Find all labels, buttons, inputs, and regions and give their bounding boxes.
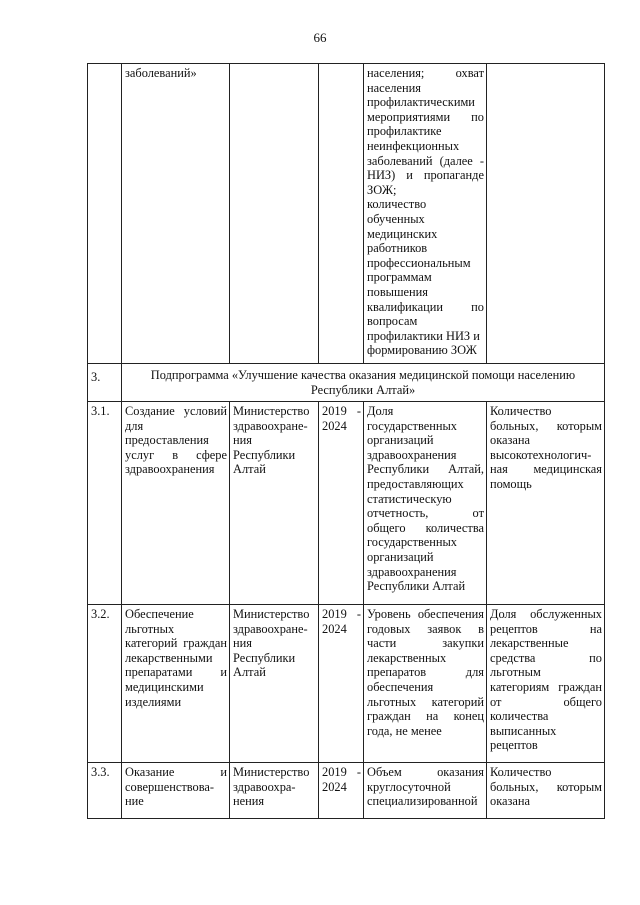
indicator-line: программам [367, 270, 432, 285]
indicator-line: количество [367, 197, 427, 212]
cell-result: Количество больных, которым оказана [487, 763, 605, 819]
cell-number: 3.3. [88, 763, 122, 819]
cell-event-name: Оказание и совершенствова-ние [122, 763, 230, 819]
indicator-line: медицинских [367, 226, 438, 241]
table-row [88, 64, 605, 364]
cell-indicator: Уровень обеспечения годовых заявок в части закупки лекарственных препаратов для обеспечения льготных категорий граждан на конец года, не менее [364, 605, 487, 763]
cell-event-name: Создание условий для предоставления услуг в сфере здравоохранения [122, 402, 230, 605]
indicator-line: профилактическими [367, 95, 475, 110]
cell-number: 3.1. [88, 402, 122, 605]
indicator-line: НИЗ) и пропаганде [367, 168, 484, 183]
indicator-line: квалификации по [367, 299, 484, 314]
cell-indicator: Объем оказания круглосуточной специализированной [364, 763, 487, 819]
table-row [88, 605, 605, 763]
indicator-line: населения; охват [367, 66, 484, 80]
subprogram-row [88, 364, 605, 402]
indicator-line: повышения [367, 284, 429, 299]
subprogram-title: Подпрограмма «Улучшение качества оказания медицинской помощи населению Республики Алтай» [122, 364, 605, 402]
indicator-line: обученных [367, 211, 425, 226]
cell-result: Количество больных, которым оказана высокотехнологич-ная медицинская помощь [487, 402, 605, 605]
indicator-line: профилактике [367, 124, 442, 139]
indicator-line: ЗОЖ; [367, 182, 397, 197]
cell-number: 3.2. [88, 605, 122, 763]
cell-event-name: Обеспечение льготных категорий граждан лекарственными препаратами и медицинскими изделиями [122, 605, 230, 763]
cell-years: 2019 - 2024 [319, 763, 364, 819]
indicator-line: работников [367, 241, 428, 256]
subprogram-number: 3. [88, 364, 122, 402]
cell-years [319, 64, 364, 364]
cell-years: 2019 - 2024 [319, 402, 364, 605]
indicator-line: профилактики НИЗ и [367, 328, 480, 343]
cell-event-name: заболеваний» [122, 64, 230, 364]
indicator-line: неинфекционных [367, 138, 460, 153]
cell-executor: Министерство здравоохране-ния Республики Алтай [230, 402, 319, 605]
indicator-line: заболеваний (далее - [367, 153, 484, 168]
indicator-line: вопросам [367, 314, 418, 329]
cell-executor: Министерство здравоохране-ния Республики Алтай [230, 605, 319, 763]
cell-years: 2019 - 2024 [319, 605, 364, 763]
page-number: 66 [313, 30, 327, 45]
cell-indicator: Доля государственных организаций здравоохранения Республики Алтай, предоставляющих статистическую отчетность, от общего количества государственных организаций здравоохранения Республики Алтай [364, 402, 487, 605]
table-row [88, 402, 605, 605]
indicator-line: формированию ЗОЖ [367, 343, 477, 358]
program-table [87, 63, 605, 819]
cell-indicator [364, 64, 487, 364]
indicator-line: профессиональным [367, 255, 471, 270]
cell-number [88, 64, 122, 364]
cell-executor [230, 64, 319, 364]
cell-executor: Министерство здравоохра-нения [230, 763, 319, 819]
table-row [88, 763, 605, 819]
cell-result [487, 64, 605, 364]
cell-result: Доля обслуженных рецептов на лекарственные средства по льготным категориям граждан от общего количества выписанных рецептов [487, 605, 605, 763]
indicator-line: мероприятиями по [367, 109, 484, 124]
indicator-line: населения [367, 80, 421, 95]
